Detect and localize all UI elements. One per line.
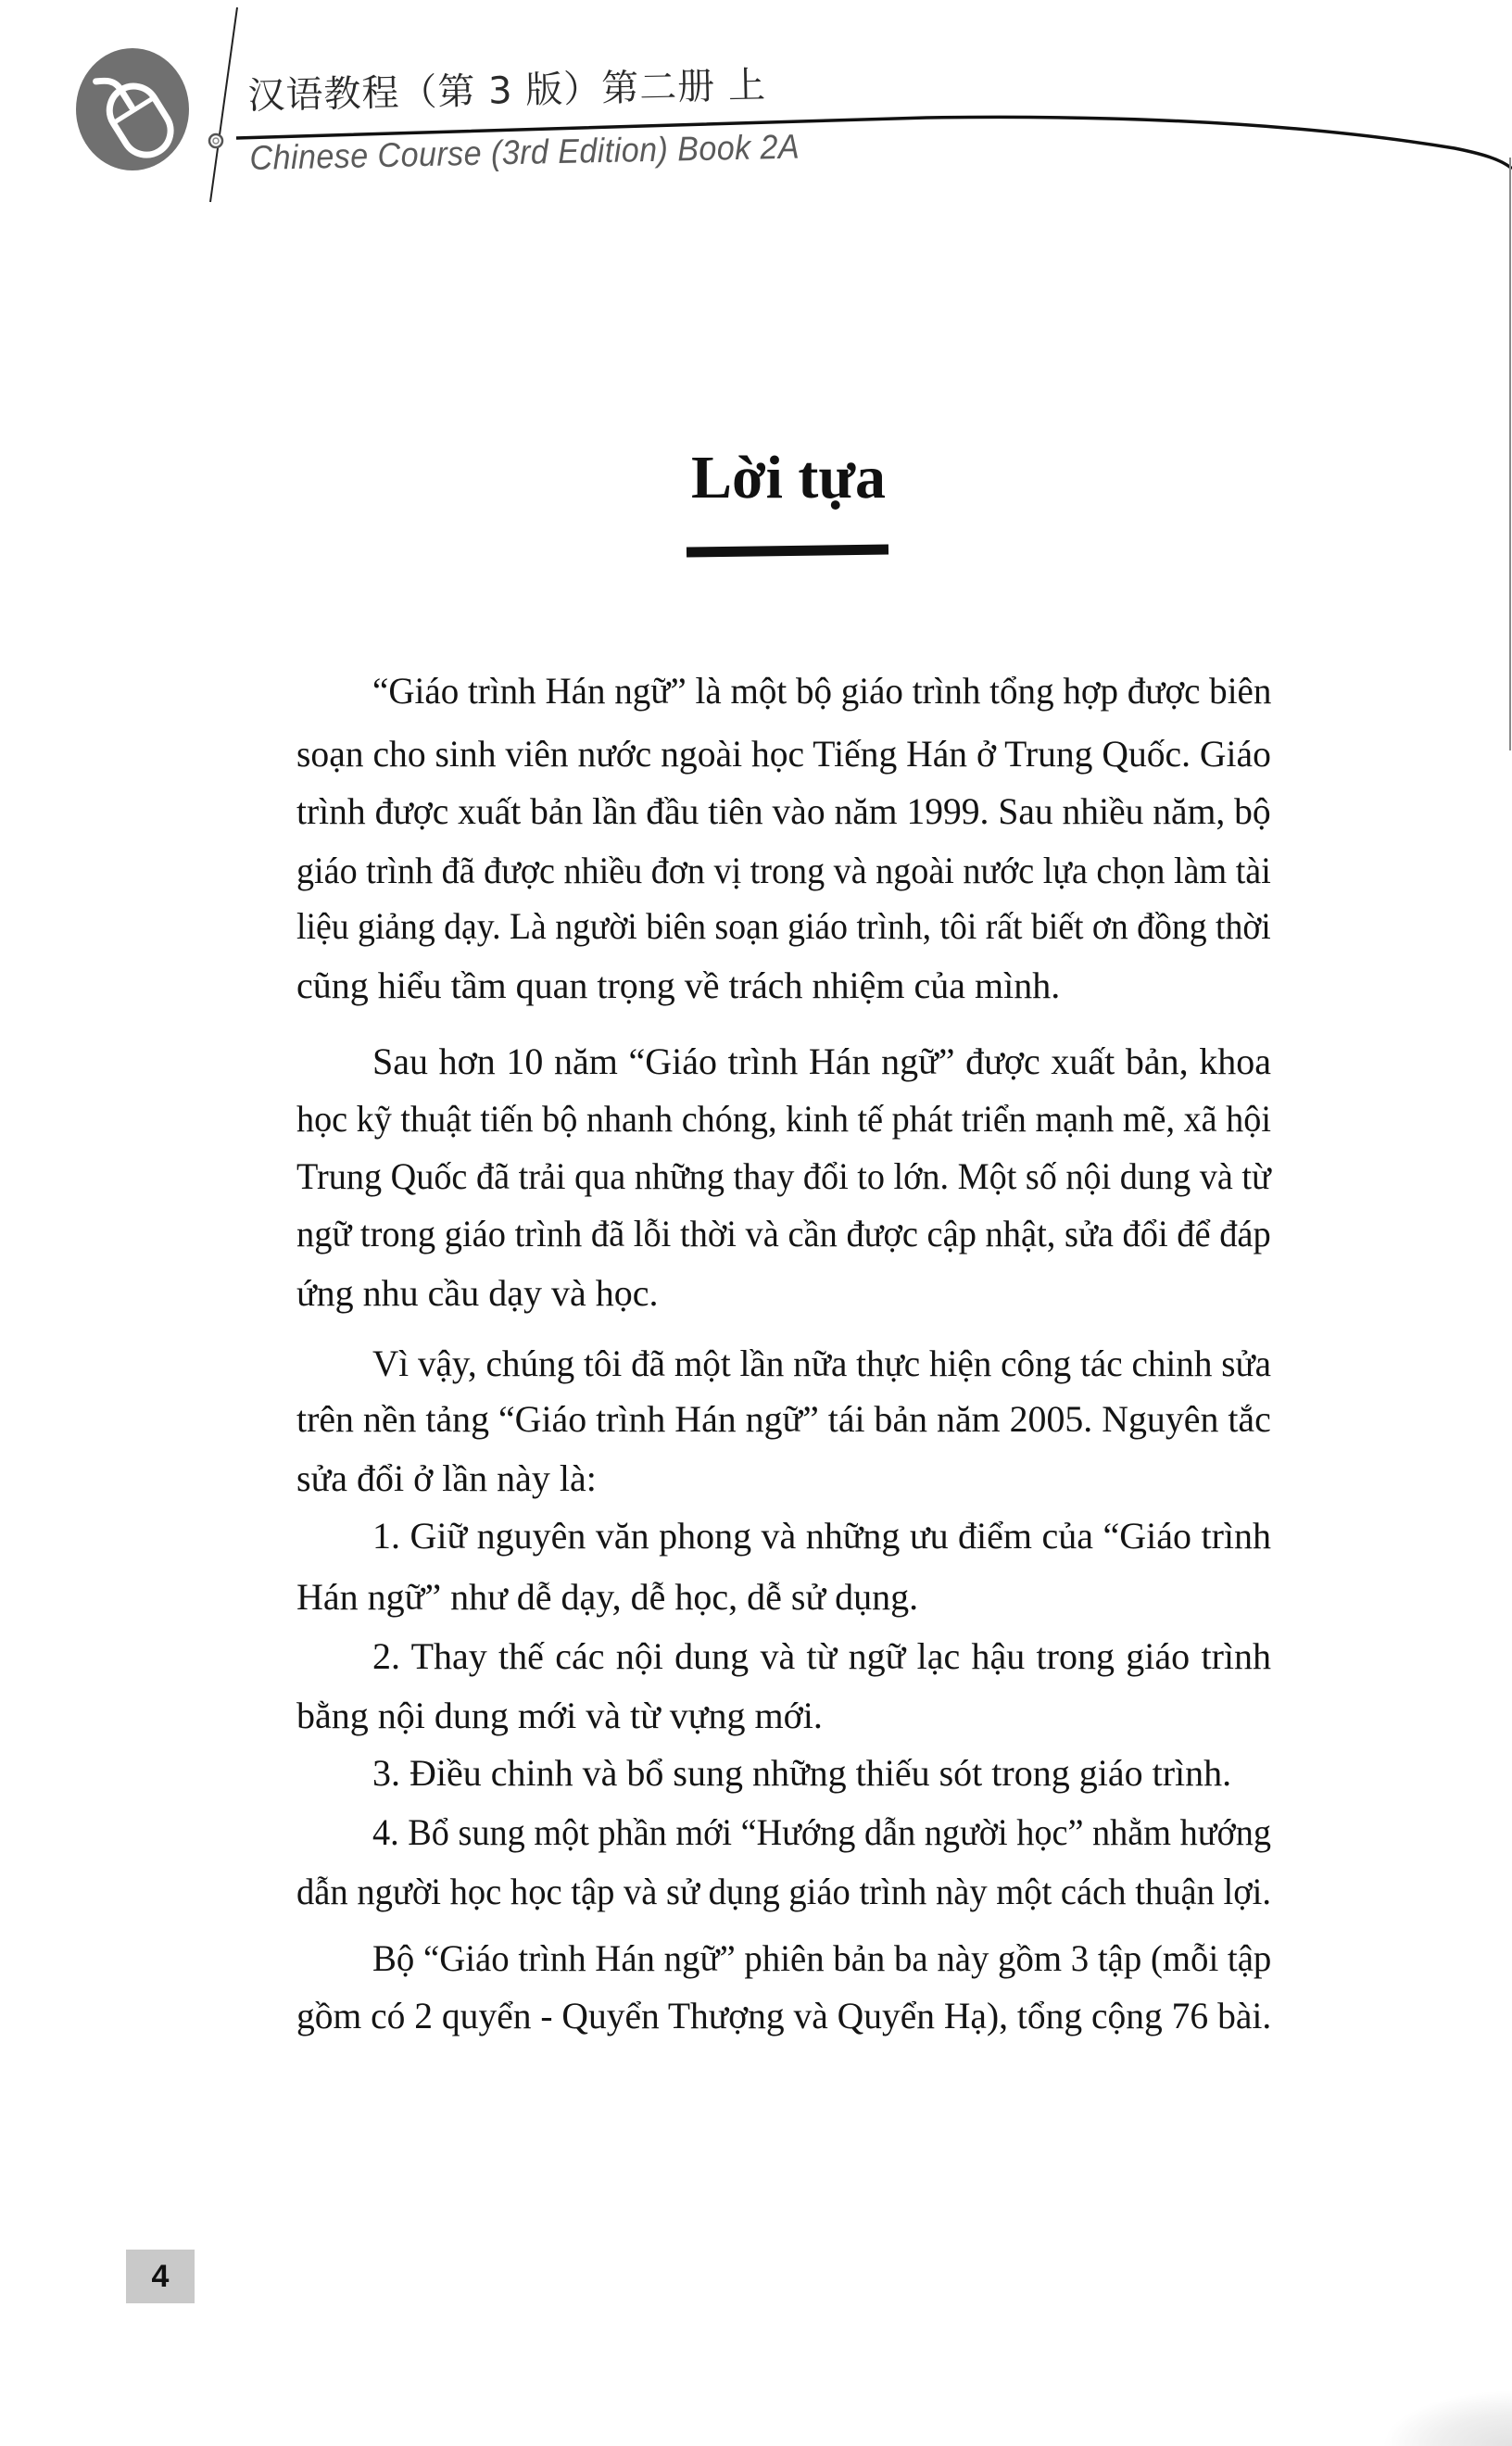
paragraph-1-line: giáo trình đã được nhiều đơn vị trong và ngoài nước lựa chọn làm tài xyxy=(296,850,1271,891)
paragraph-2-line: Sau hơn 10 năm “Giáo trình Hán ngữ” được xuất bản, khoa xyxy=(372,1040,1271,1082)
paragraph-1-line: liệu giảng dạy. Là người biên soạn giáo trình, tôi rất biết ơn đồng thời xyxy=(296,905,1271,947)
page-number: 4 xyxy=(151,2259,170,2294)
paragraph-2-line: Trung Quốc đã trải qua những thay đổi to lớn. Một số nội dung và từ xyxy=(296,1155,1271,1197)
principle-item-1-line: 1. Giữ nguyên văn phong và những ưu điểm của “Giáo trình xyxy=(372,1515,1271,1557)
paragraph-1-line: soạn cho sinh viên nước ngoài học Tiếng Hán ở Trung Quốc. Giáo xyxy=(296,733,1271,775)
principle-item-2-line: 2. Thay thế các nội dung và từ ngữ lạc hậu trong giáo trình xyxy=(372,1635,1271,1677)
principle-item-4-line: 4. Bổ sung một phần mới “Hướng dẫn người học” nhằm hướng xyxy=(372,1811,1271,1853)
title-underline xyxy=(687,544,888,557)
paragraph-2-line: ứng nhu cầu dạy và học. xyxy=(296,1272,659,1314)
page-edge-shadow xyxy=(1509,158,1511,750)
paragraph-2-line: học kỹ thuật tiến bộ nhanh chóng, kinh tế phát triển mạnh mẽ, xã hội xyxy=(296,1098,1271,1140)
paragraph-1-line: trình được xuất bản lần đầu tiên vào năm 1999. Sau nhiều năm, bộ xyxy=(296,790,1271,832)
running-header-chinese: 汉语教程（第 3 版）第二册 上 xyxy=(246,64,767,119)
principle-item-3-line: 3. Điều chinh và bổ sung những thiếu sót trong giáo trình. xyxy=(372,1752,1232,1794)
running-header-english: Chinese Course (3rd Edition) Book 2A xyxy=(249,127,800,178)
paragraph-3-line: sửa đổi ở lần này là: xyxy=(296,1457,597,1499)
page-number-box xyxy=(126,2250,195,2303)
page-title: Lời tựa xyxy=(691,444,886,511)
running-header-decoration xyxy=(0,0,1512,222)
paragraph-final-line: gồm có 2 quyển - Quyển Thượng và Quyển Hạ), tổng cộng 76 bài. xyxy=(296,1995,1272,2036)
paragraph-1-line: cũng hiểu tầm quan trọng về trách nhiệm của mình. xyxy=(296,965,1061,1006)
paragraph-final-line: Bộ “Giáo trình Hán ngữ” phiên bản ba này gồm 3 tập (mỗi tập xyxy=(372,1937,1272,1979)
principle-item-2-line: bằng nội dung mới và từ vựng mới. xyxy=(296,1695,823,1736)
paragraph-3-line: trên nền tảng “Giáo trình Hán ngữ” tái bản năm 2005. Nguyên tắc xyxy=(296,1398,1271,1440)
principle-item-4-line: dẫn người học học tập và sử dụng giáo trình này một cách thuận lợi. xyxy=(296,1871,1272,1912)
paragraph-3-line: Vì vậy, chúng tôi đã một lần nữa thực hiện công tác chinh sửa xyxy=(372,1343,1272,1384)
mouse-icon xyxy=(76,48,189,170)
principle-item-1-line: Hán ngữ” như dễ dạy, dễ học, dễ sử dụng. xyxy=(296,1576,919,1618)
scan-artifact xyxy=(1382,2390,1512,2446)
paragraph-2-line: ngữ trong giáo trình đã lỗi thời và cần được cập nhật, sửa đổi để đáp xyxy=(296,1213,1271,1255)
paragraph-1-line: “Giáo trình Hán ngữ” là một bộ giáo trình tổng hợp được biên xyxy=(372,670,1272,712)
header-vertical-rule xyxy=(210,7,237,202)
